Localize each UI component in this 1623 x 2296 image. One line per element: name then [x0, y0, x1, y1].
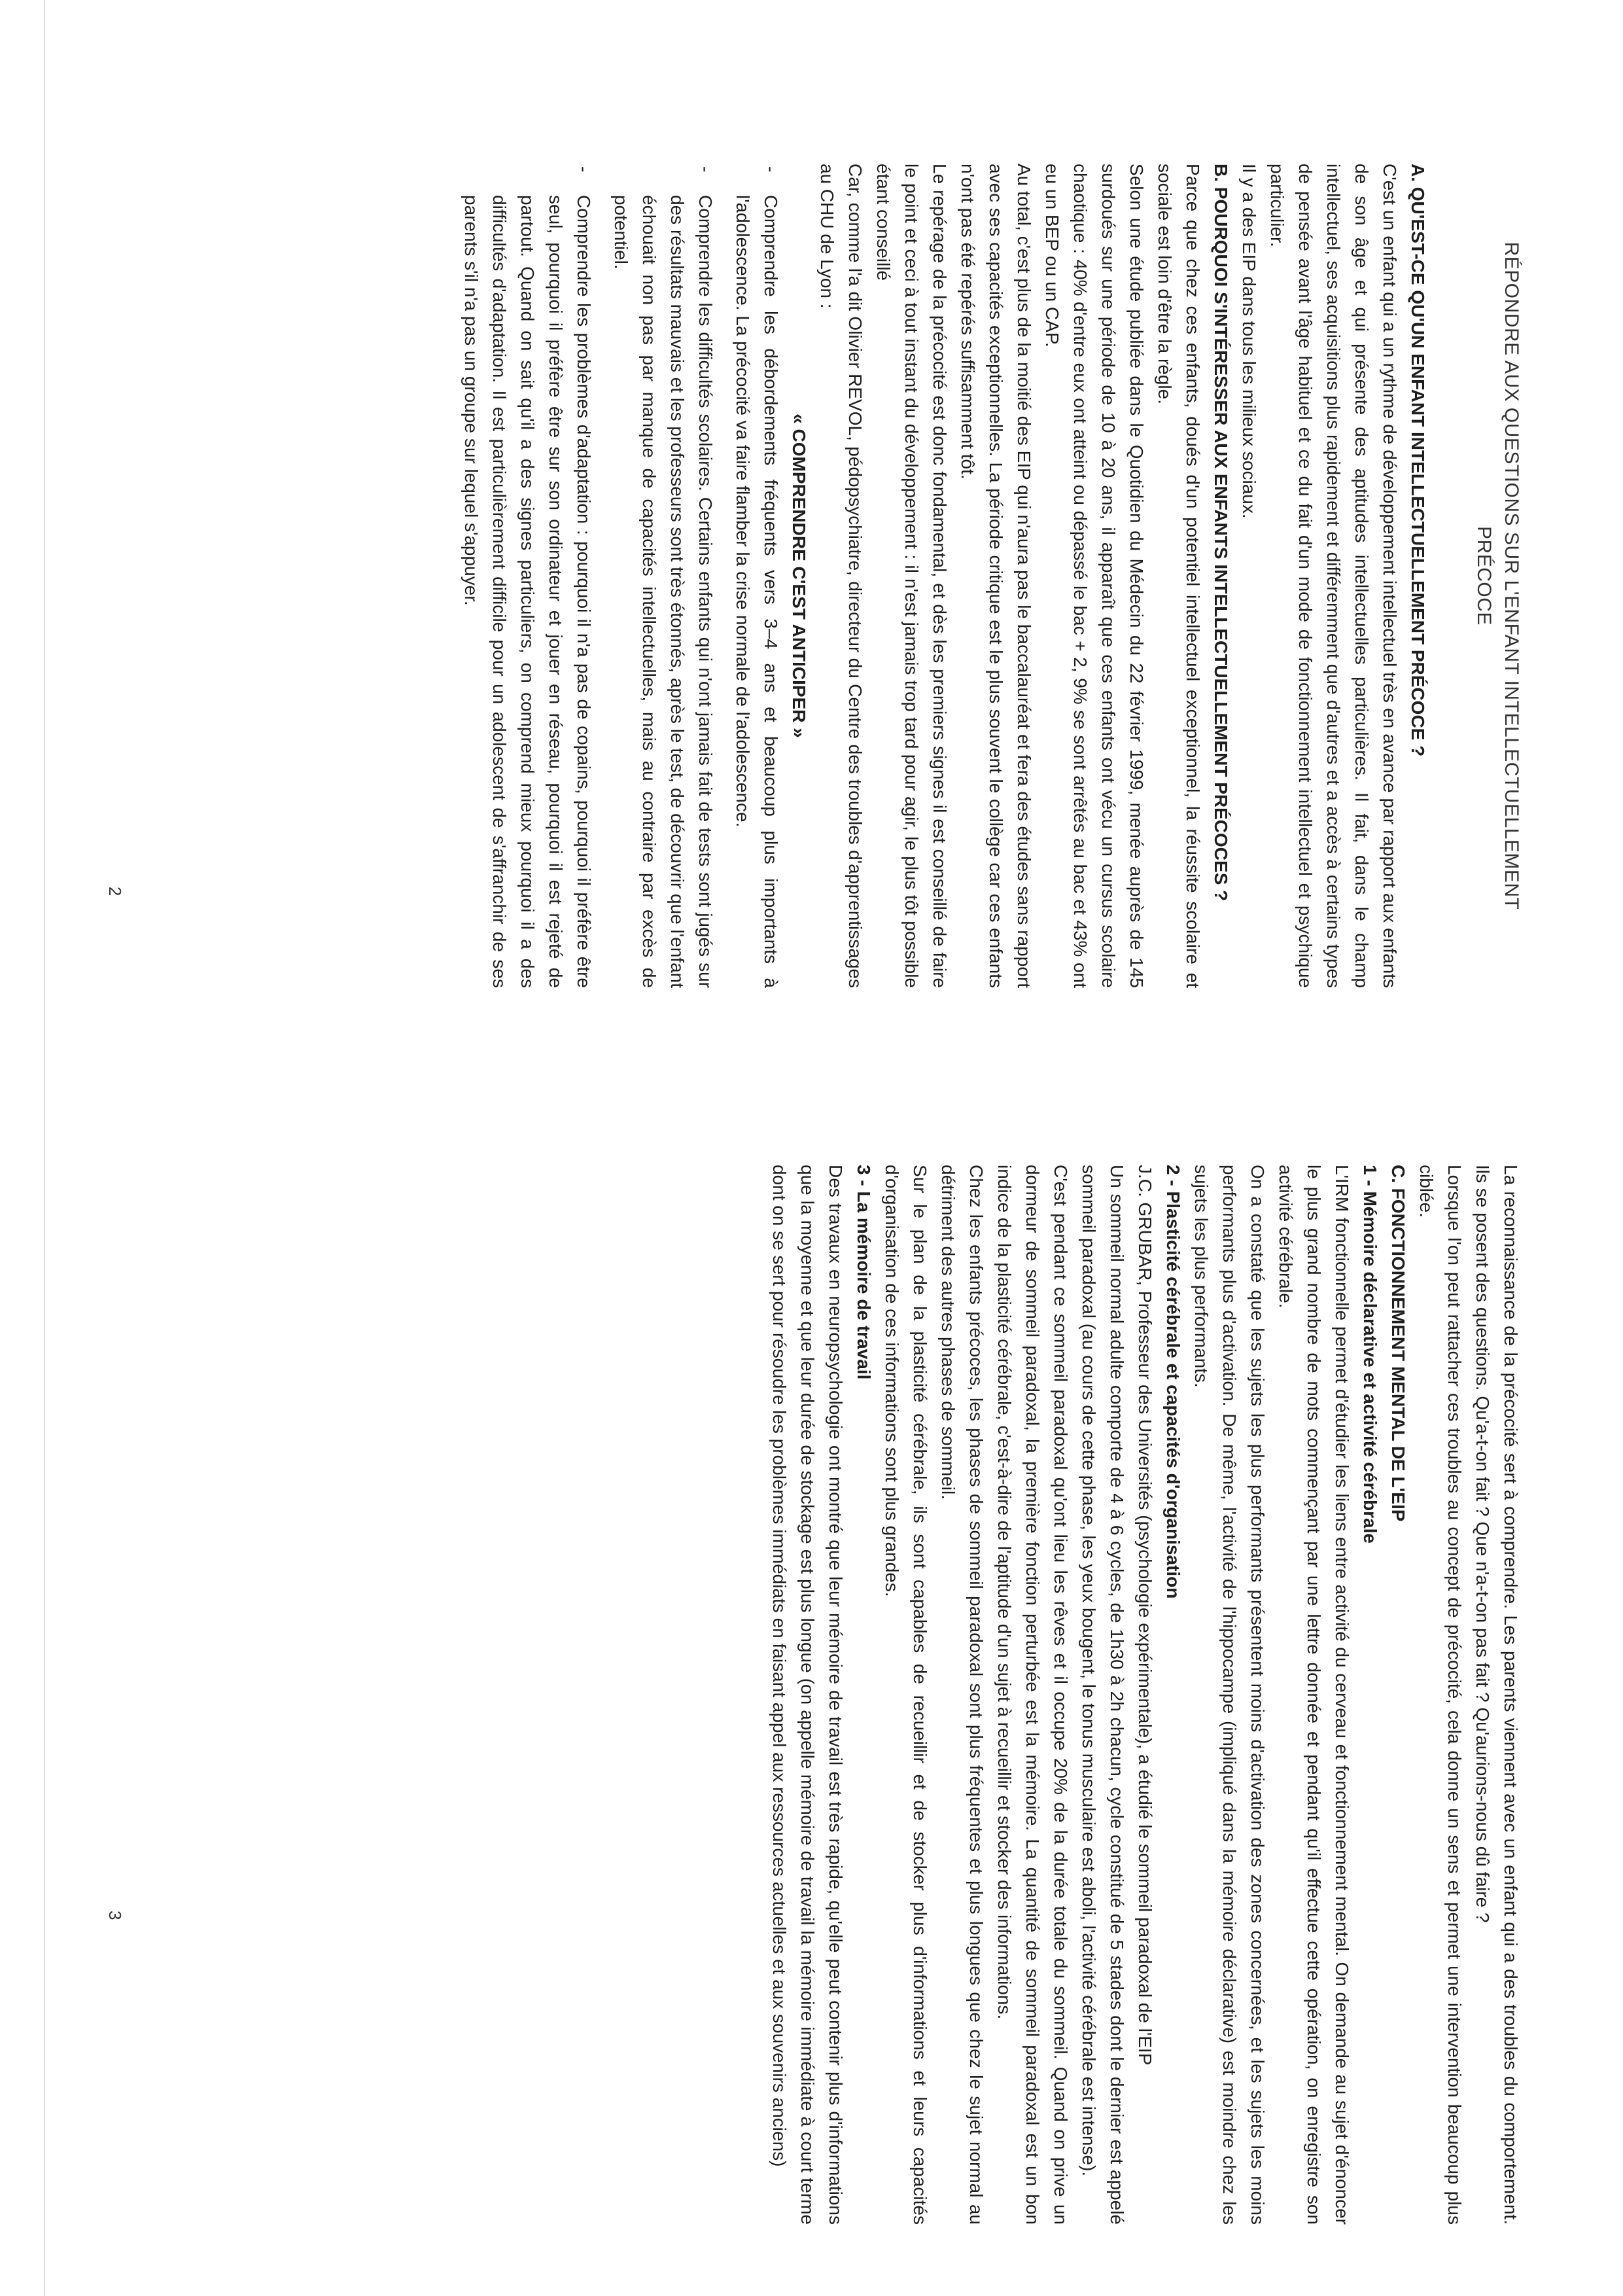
- intro-paragraph: Lorsque l'on peut rattacher ces troubles au concept de précocité, cela donne un sens et permet une intervention beaucoup plus ciblée.: [1416, 1165, 1465, 2225]
- section-a-paragraph: C'est un enfant qui a un rythme de développement intellectuel très en avance par rapport aux enfants de son âge et qui présente des aptitudes intellectuelles particulières. Il fait, dans le champ intellectuel, ses acquisitions plus rapidement et différemment que d'autres et a accès à certains types de pensée avant l'âge habituel et ce du fait d'un mode de fonctionnement intellectuel et psychique particulier.: [1267, 164, 1400, 988]
- left-page: [448, 164, 1525, 988]
- subsection-heading: 3 - La mémoire de travail: [854, 1165, 874, 1380]
- section-b-heading: B. POURQUOI S'INTÉRESSER AUX ENFANTS INTELLECTUELLEMENT PRÉCOCES ?: [1211, 164, 1231, 902]
- right-page: [765, 1165, 1525, 2225]
- dash-list: [457, 164, 785, 988]
- list-item: - Comprendre les problèmes d'adaptation : pourquoi il n'a pas de copains, pourquoi il préfère être seul, pourquoi il préfère être sur son ordinateur et jouer en réseau, pourquoi il est rejeté de partout. Quand on sait qu'il a des signes particuliers, on comprend mieux pourquoi il a des difficultés d'adaptation. Il est particulièrement difficile pour un adolescent de s'affranchir de ses parents s'il n'a pas un groupe sur lequel s'appuyer.: [457, 164, 598, 988]
- title-line-1: RÉPONDRE AUX QUESTIONS SUR L'ENFANT INTELLECTUELLEMENT: [1501, 241, 1522, 910]
- subsection-heading: 2 - Plasticité cérébrale et capacités d'organisation: [1163, 1165, 1183, 1599]
- subsection-paragraph: Un sommeil normal adulte comporte de 4 à 6 cycles, de 1h30 à 2h chacun, cycle constitué de 5 stades dont le dernier est appelé sommeil paradoxal (au cours de cette phase, les yeux bougent, le tonus musculaire est aboli, l'activité cérébrale est intense).: [1079, 1165, 1127, 2225]
- title-line-2: PRÉCOCE: [1473, 526, 1495, 626]
- section-b-paragraph: Au total, c'est plus de la moitié des EIP qui n'aura pas le baccalauréat et fera des études sans rapport avec ses capacités exceptionnelles. La période critique est le plus souvent le collège car ces enfants n'ont pas été repérés suffisamment tôt.: [958, 164, 1034, 988]
- section-b-paragraph: Le repérage de la précocité est donc fondamental, et dès les premiers signes il est conseillé de faire le point et ceci à tout instant du développement : il n'est jamais trop tard pour agir, le plus tôt possible étant conseillé: [873, 164, 950, 988]
- subsection-heading: 1 - Mémoire déclarative et activité cérébrale: [1360, 1165, 1380, 1544]
- scan-edge-line: [44, 0, 45, 2296]
- page-number: 2: [105, 887, 125, 896]
- section-a-heading: A. QU'EST-CE QU'UN ENFANT INTELLECTUELLEMENT PRÉCOCE ?: [1408, 164, 1428, 757]
- quote: « COMPRENDRE C'EST ANTICIPER »: [789, 414, 809, 738]
- section-b-paragraph: Parce que chez ces enfants, doués d'un potentiel intellectuel exceptionnel, la réussite scolaire et sociale est loin d'être la règle.: [1155, 164, 1203, 988]
- list-item: - Comprendre les débordements fréquents vers 3–4 ans et beaucoup plus importants à l'adolescence. La précocité va faire flamber la crise normale de l'adolescence.: [729, 164, 785, 988]
- section-b-paragraph: Car, comme l'a dit Olivier REVOL, pédopsychiatre, directeur du Centre des troubles d'apprentissages au CHU de Lyon :: [817, 164, 865, 988]
- subsection-paragraph: Des travaux en neuropsychologie ont montré que leur mémoire de travail est très rapide, qu'elle peut contenir plus d'informations que la moyenne et que leur durée de stockage est plus longue (on appelle mémoire de travail la mémoire immédiate à court terme dont on se sert pour résoudre les problèmes immédiats en faisant appel aux ressources actuelles et aux souvenirs anciens): [769, 1165, 846, 2225]
- subsection-paragraph: On a constaté que les sujets les plus performants présentent moins d'activation des zones concernées, et les sujets les moins performants plus d'activation. De même, l'activité de l'hippocampe (impliqué dans la mémoire déclarative) est moindre chez les sujets les plus performants.: [1191, 1165, 1268, 2225]
- page-title: [1470, 164, 1525, 988]
- section-b-paragraph: Selon une étude publiée dans le Quotidien du Médecin du 22 février 1999, menée auprès de 145 surdoués sur une période de 10 à 20 ans, il apparaît que ces enfants ont vécu un cursus scolaire chaotique : 40% d'entre eux ont atteint ou dépassé le bac + 2, 9% se sont arrêtés au bac et 43% ont eu un BEP ou un CAP.: [1042, 164, 1147, 988]
- subsection-paragraph: Sur le plan de la plasticité cérébrale, ils sont capables de recueillir et de stocker plus d'informations et leurs capacités d'organisation de ces informations sont plus grandes.: [882, 1165, 930, 2225]
- list-item: - Comprendre les difficultés scolaires. Certains enfants qui n'ont jamais fait de tests sont jugés sur des résultats mauvais et les professeurs sont très étonnés, après le test, de découvrir que l'enfant échouait non pas par manque de capacités intellectuelles, mais au contraire par excès de potentiel.: [607, 164, 720, 988]
- subsection-paragraph: Chez les enfants précoces, les phases de sommeil paradoxal sont plus fréquentes et plus longues que chez le sujet normal au détriment des autres phases de sommeil.: [938, 1165, 986, 2225]
- page-number: 3: [105, 1911, 125, 1920]
- section-c-heading: C. FONCTIONNEMENT MENTAL DE L'EIP: [1388, 1165, 1408, 1522]
- subsection-paragraph: C'est pendant ce sommeil paradoxal qu'ont lieu les rêves et il occupe 20% de la durée totale du sommeil. Quand on prive un dormeur de sommeil paradoxal, la première fonction perturbée est la mémoire. La quantité de sommeil paradoxal est un bon indice de la plasticité cérébrale, c'est-à-dire de l'aptitude d'un sujet à recueillir et stocker des informations.: [994, 1165, 1071, 2225]
- intro-paragraph: La reconnaissance de la précocité sert à comprendre. Les parents viennent avec un enfant qui a des troubles du comportement. Ils se posent des questions. Qu'a-t-on fait ? Que n'a-t-on pas fait ? Qu'aurions-nous dû faire ?: [1473, 1165, 1521, 2225]
- subsection-paragraph: J.C. GRUBAR, Professeur des Universités (psychologie expérimentale), a étudié le sommeil paradoxal de l'EIP: [1135, 1165, 1155, 2066]
- section-a-paragraph: Il y a des EIP dans tous les milieux sociaux.: [1239, 164, 1259, 519]
- subsection-paragraph: L'IRM fonctionnelle permet d'étudier les liens entre activité du cerveau et fonctionnement mental. On demande au sujet d'énoncer le plus grand nombre de mots commençant par une lettre donnée et pendant qu'il effectue cette opération, on enregistre son activité cérébrale.: [1276, 1165, 1352, 2225]
